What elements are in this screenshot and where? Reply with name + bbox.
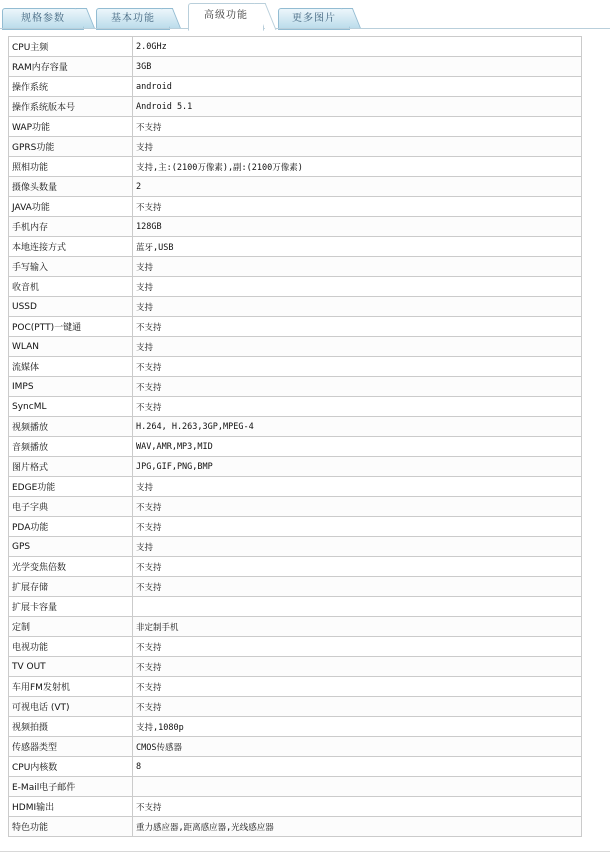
tab-advanced-features[interactable] xyxy=(188,3,264,31)
table-row xyxy=(9,77,582,97)
spec-value: 支持,1080p xyxy=(133,717,582,737)
table-row xyxy=(9,237,582,257)
spec-value: 支持 xyxy=(133,537,582,557)
table-row xyxy=(9,37,582,57)
tab-label: 基本功能 xyxy=(111,13,155,24)
spec-name: 手写输入 xyxy=(9,257,133,277)
table-row xyxy=(9,577,582,597)
table-row xyxy=(9,57,582,77)
spec-value: 不支持 xyxy=(133,657,582,677)
spec-name: 收音机 xyxy=(9,277,133,297)
spec-name: GPRS功能 xyxy=(9,137,133,157)
tab-specs[interactable] xyxy=(2,8,84,30)
spec-value: 支持,主:(2100万像素),副:(2100万像素) xyxy=(133,157,582,177)
spec-value: 不支持 xyxy=(133,497,582,517)
spec-name: 图片格式 xyxy=(9,457,133,477)
spec-value: 不支持 xyxy=(133,357,582,377)
spec-name: 可视电话 (VT) xyxy=(9,697,133,717)
spec-value: 不支持 xyxy=(133,317,582,337)
spec-name: RAM内存容量 xyxy=(9,57,133,77)
spec-value: 不支持 xyxy=(133,377,582,397)
table-row xyxy=(9,657,582,677)
table-row xyxy=(9,677,582,697)
spec-name: SyncML xyxy=(9,397,133,417)
table-row xyxy=(9,217,582,237)
table-row xyxy=(9,777,582,797)
tab-flap xyxy=(76,8,95,29)
spec-value: WAV,AMR,MP3,MID xyxy=(133,437,582,457)
spec-name: 摄像头数量 xyxy=(9,177,133,197)
spec-value: 非定制手机 xyxy=(133,617,582,637)
spec-name: 电视功能 xyxy=(9,637,133,657)
spec-value: 不支持 xyxy=(133,517,582,537)
spec-value: 128GB xyxy=(133,217,582,237)
table-row xyxy=(9,797,582,817)
spec-name: 本地连接方式 xyxy=(9,237,133,257)
spec-name: 车用FM发射机 xyxy=(9,677,133,697)
spec-name: 传感器类型 xyxy=(9,737,133,757)
table-row xyxy=(9,177,582,197)
spec-name: 光学变焦倍数 xyxy=(9,557,133,577)
spec-name: CPU内核数 xyxy=(9,757,133,777)
spec-value xyxy=(133,597,582,617)
table-row xyxy=(9,337,582,357)
tab-more-images[interactable] xyxy=(278,8,350,30)
spec-value: android xyxy=(133,77,582,97)
spec-value: 不支持 xyxy=(133,677,582,697)
spec-value: 8 xyxy=(133,757,582,777)
spec-name: USSD xyxy=(9,297,133,317)
table-row xyxy=(9,117,582,137)
spec-name: 扩展存储 xyxy=(9,577,133,597)
table-row xyxy=(9,97,582,117)
spec-name: 流媒体 xyxy=(9,357,133,377)
spec-name: 照相功能 xyxy=(9,157,133,177)
table-row xyxy=(9,637,582,657)
spec-value: 不支持 xyxy=(133,557,582,577)
table-row xyxy=(9,697,582,717)
table-row xyxy=(9,197,582,217)
spec-value: 支持 xyxy=(133,137,582,157)
table-row xyxy=(9,377,582,397)
spec-value: 3GB xyxy=(133,57,582,77)
spec-value: 支持 xyxy=(133,277,582,297)
spec-value: 不支持 xyxy=(133,117,582,137)
spec-name: 扩展卡容量 xyxy=(9,597,133,617)
spec-value: 支持 xyxy=(133,297,582,317)
tab-basic-features[interactable] xyxy=(96,8,170,30)
table-row xyxy=(9,397,582,417)
spec-name: 操作系统版本号 xyxy=(9,97,133,117)
table-row xyxy=(9,257,582,277)
spec-name: CPU主频 xyxy=(9,37,133,57)
table-row xyxy=(9,157,582,177)
spec-value: CMOS传感器 xyxy=(133,737,582,757)
spec-name: 视频播放 xyxy=(9,417,133,437)
table-row xyxy=(9,417,582,437)
table-row xyxy=(9,357,582,377)
spec-value: 蓝牙,USB xyxy=(133,237,582,257)
spec-name: WLAN xyxy=(9,337,133,357)
spec-value: Android 5.1 xyxy=(133,97,582,117)
table-row xyxy=(9,137,582,157)
spec-name: 特色功能 xyxy=(9,817,133,837)
spec-value: 不支持 xyxy=(133,697,582,717)
table-row xyxy=(9,557,582,577)
spec-name: 操作系统 xyxy=(9,77,133,97)
tab-label: 更多图片 xyxy=(292,13,336,24)
spec-name: 音频播放 xyxy=(9,437,133,457)
spec-name: HDMI输出 xyxy=(9,797,133,817)
spec-name: EDGE功能 xyxy=(9,477,133,497)
tab-label: 规格参数 xyxy=(21,13,65,24)
spec-value: 不支持 xyxy=(133,577,582,597)
spec-value: JPG,GIF,PNG,BMP xyxy=(133,457,582,477)
spec-name: WAP功能 xyxy=(9,117,133,137)
spec-name: 电子字典 xyxy=(9,497,133,517)
spec-name: TV OUT xyxy=(9,657,133,677)
spec-value xyxy=(133,777,582,797)
spec-value: 2.0GHz xyxy=(133,37,582,57)
table-row xyxy=(9,437,582,457)
spec-name: E-Mail电子邮件 xyxy=(9,777,133,797)
table-row xyxy=(9,297,582,317)
table-row xyxy=(9,277,582,297)
tab-flap xyxy=(255,3,277,30)
bottom-divider xyxy=(0,851,610,852)
table-row xyxy=(9,737,582,757)
table-row xyxy=(9,757,582,777)
table-row xyxy=(9,497,582,517)
spec-value: 不支持 xyxy=(133,197,582,217)
spec-value: 支持 xyxy=(133,257,582,277)
spec-value: 支持 xyxy=(133,337,582,357)
spec-name: PDA功能 xyxy=(9,517,133,537)
tab-flap xyxy=(162,8,181,29)
spec-value: 支持 xyxy=(133,477,582,497)
table-row xyxy=(9,537,582,557)
tab-flap xyxy=(342,8,361,29)
spec-name: 手机内存 xyxy=(9,217,133,237)
spec-name: JAVA功能 xyxy=(9,197,133,217)
tab-divider xyxy=(0,28,610,29)
spec-value: 不支持 xyxy=(133,397,582,417)
spec-value: 重力感应器,距离感应器,光线感应器 xyxy=(133,817,582,837)
tab-label: 高级功能 xyxy=(204,10,248,21)
table-row xyxy=(9,717,582,737)
table-row xyxy=(9,317,582,337)
table-row xyxy=(9,517,582,537)
table-row xyxy=(9,597,582,617)
spec-value: 2 xyxy=(133,177,582,197)
spec-name: POC(PTT)一键通 xyxy=(9,317,133,337)
spec-value: 不支持 xyxy=(133,637,582,657)
table-row xyxy=(9,617,582,637)
table-row xyxy=(9,457,582,477)
spec-name: 定制 xyxy=(9,617,133,637)
table-row xyxy=(9,817,582,837)
spec-name: IMPS xyxy=(9,377,133,397)
tab-strip xyxy=(0,0,610,34)
advanced-features-table xyxy=(8,36,582,837)
spec-value: H.264, H.263,3GP,MPEG-4 xyxy=(133,417,582,437)
spec-name: GPS xyxy=(9,537,133,557)
table-row xyxy=(9,477,582,497)
spec-value: 不支持 xyxy=(133,797,582,817)
spec-name: 视频拍摄 xyxy=(9,717,133,737)
